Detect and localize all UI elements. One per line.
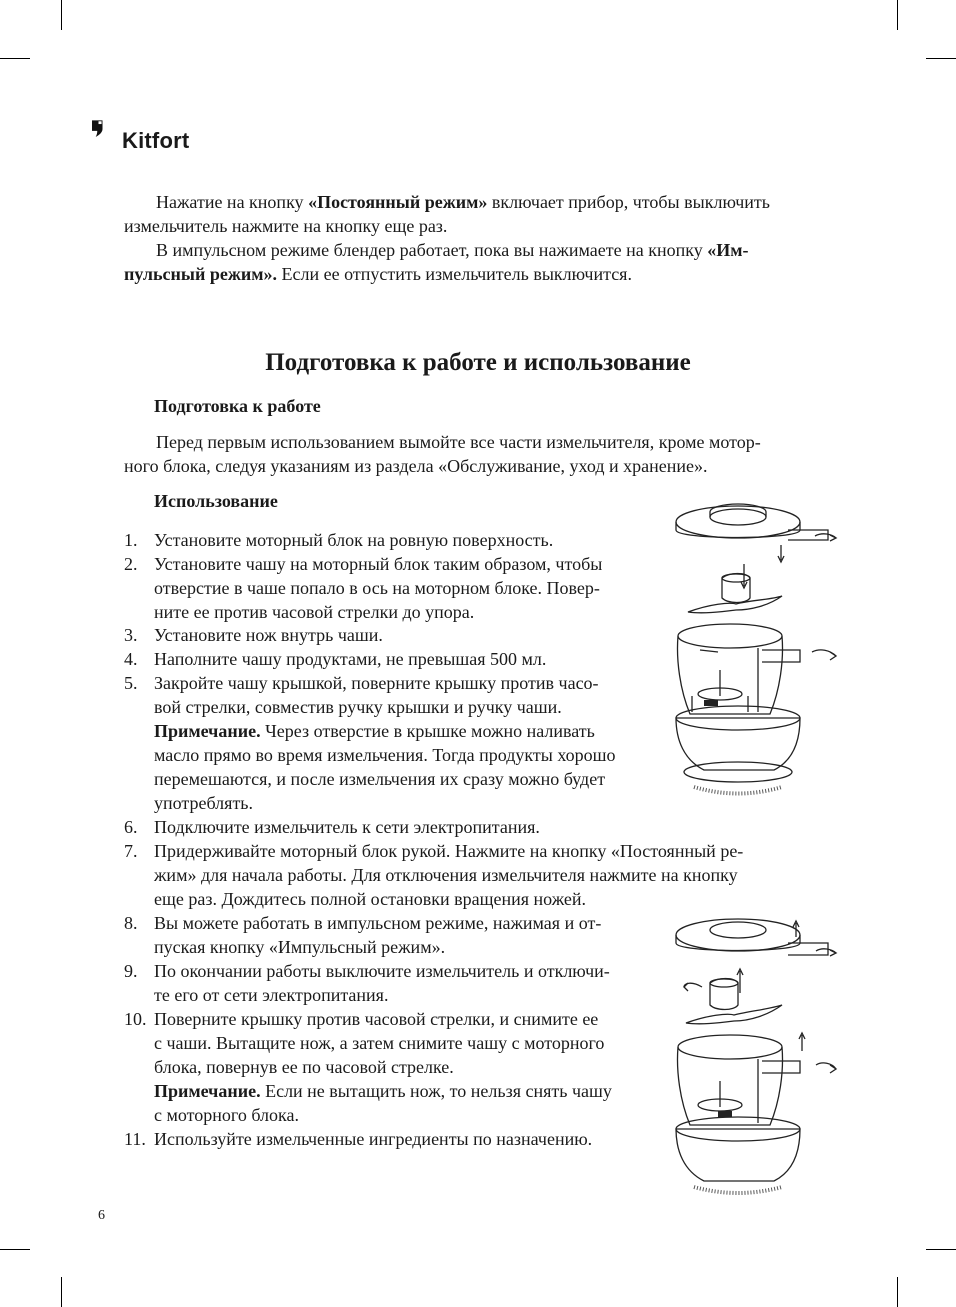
assembly-illustration (670, 500, 840, 810)
crop-mark (0, 58, 30, 59)
intro-paragraph-2-line-2: пульсный режим». Если ее отпустить измельчитель выключится. (124, 264, 632, 284)
intro-paragraph-1: Нажатие на кнопку «Постоянный режим» включает прибор, чтобы выключить (156, 192, 770, 212)
page-number: 6 (98, 1208, 105, 1223)
brand-name: Kitfort (122, 128, 190, 153)
note-5: Примечание. Через отверстие в крышке можно наливать (154, 721, 595, 741)
crop-mark (0, 1249, 30, 1250)
prep-line-1: Перед первым использованием вымойте все части измельчителя, кроме мотор- (156, 432, 761, 452)
intro-paragraph-2: В импульсном режиме блендер работает, пока вы нажимаете на кнопку «Им- (156, 240, 749, 260)
crop-mark (926, 1249, 956, 1250)
kitfort-logo-icon (92, 101, 126, 157)
note-10: Примечание. Если не вытащить нож, то нельзя снять чашу (154, 1081, 612, 1101)
intro-paragraph-1-line-2: измельчитель нажмите на кнопку еще раз. (124, 216, 448, 236)
crop-mark (897, 1277, 898, 1307)
section-title: Подготовка к работе и использование (265, 349, 691, 376)
crop-mark (61, 1277, 62, 1307)
crop-mark (61, 0, 62, 30)
prep-heading: Подготовка к работе (154, 396, 321, 416)
disassembly-illustration (670, 915, 840, 1200)
crop-mark (926, 58, 956, 59)
usage-heading: Использование (154, 491, 278, 511)
crop-mark (897, 0, 898, 30)
prep-line-2: ного блока, следуя указаниям из раздела «Обслуживание, уход и хранение». (124, 456, 708, 476)
